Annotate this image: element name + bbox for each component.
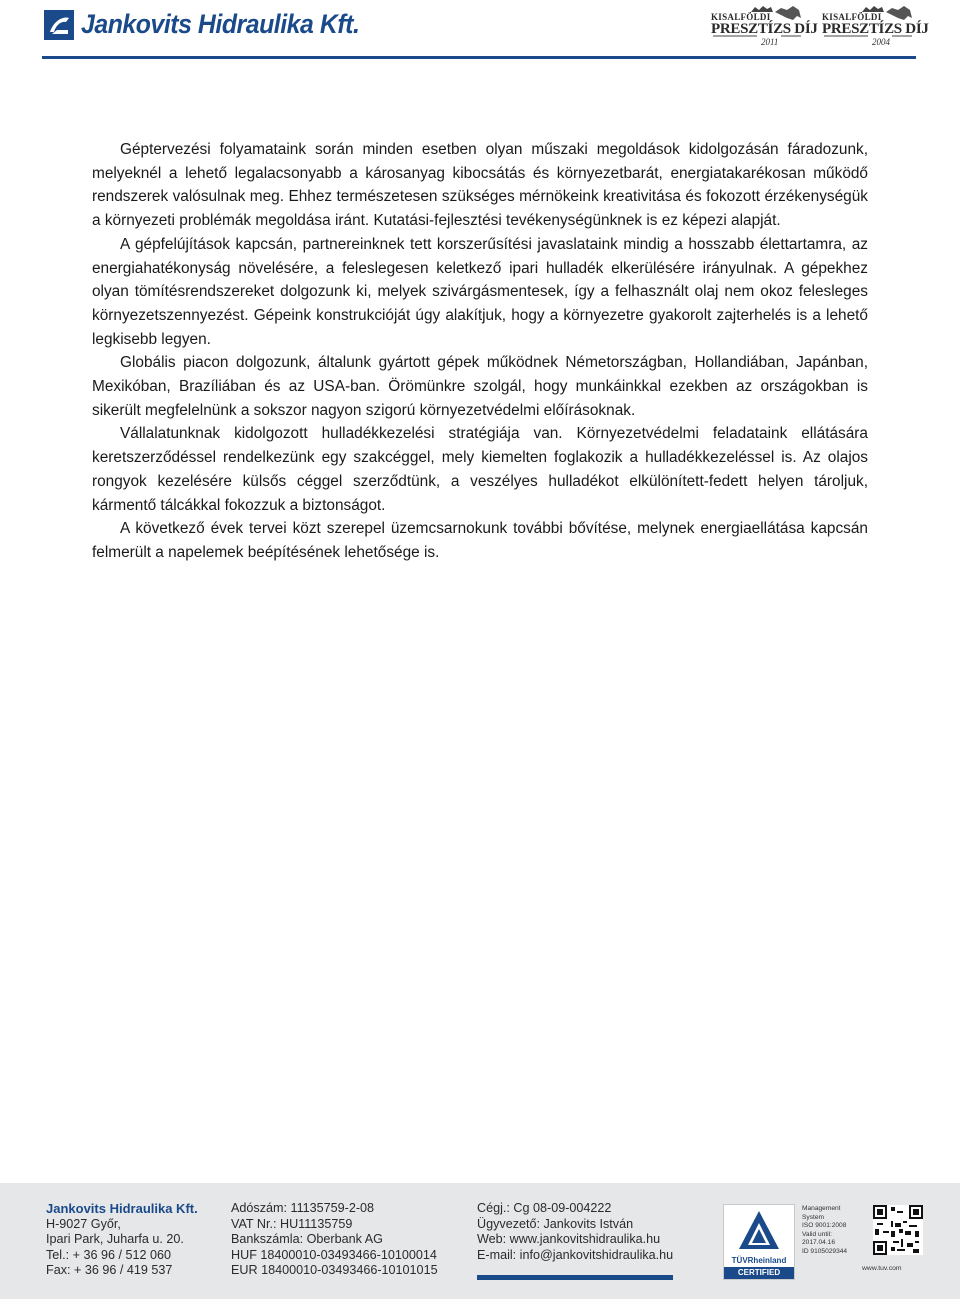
footer-company-address: [46, 1201, 198, 1279]
footer-huf-account: HUF 18400010-03493466-10100014: [231, 1247, 437, 1262]
footer-tax-number: Adószám: 11135759-2-08: [231, 1201, 375, 1215]
tuv-triangle-icon: [724, 1205, 794, 1255]
mgmt-line: Valid until:: [802, 1230, 832, 1238]
tuv-brand-text: TÜVRheinland: [731, 1256, 787, 1265]
mgmt-line: ID 9105029344: [802, 1247, 848, 1255]
mgmt-line: ISO 9001:2008: [802, 1222, 847, 1230]
award-title: PRESZTÍZS DÍJ: [822, 21, 929, 37]
award-badge-2011: [711, 4, 818, 48]
award-year: 2004: [872, 37, 890, 47]
tuv-certified-label: CERTIFIED: [724, 1267, 794, 1279]
footer-tax-bank: [231, 1201, 438, 1279]
footer-address-line: Ipari Park, Juharfa u. 20.: [46, 1232, 184, 1247]
footer-company-name: Jankovits Hidraulika Kft.: [46, 1201, 198, 1216]
footer-address-line: H-9027 Győr,: [46, 1216, 121, 1231]
footer-fax: Fax: + 36 96 / 419 537: [46, 1263, 173, 1278]
footer-accent-bar: [477, 1275, 673, 1280]
page-header: [0, 0, 960, 62]
body-paragraph: A gépfelújítások kapcsán, partnereinknek tett korszerűsítési javaslataink mindig a hosszabb élettartamra, az energiahatékonyság növelésére, a feleslegesen keletkező ipari hulladék elkerülésére irányulnak. A gépekhez olyan tömítésrendszereket dolgozunk ki, melyek szivárgásmentesek, így a felhasznált olaj nem okoz felesleges környezetszennyezést. Gépeink konstrukcióját úgy alakítjuk, hogy a környezetre gyakorolt zajterhelés is a lehető legkisebb legyen.: [92, 235, 868, 348]
logo-mark-icon: [44, 10, 74, 40]
award-top-text: KISALFÖLDI: [822, 12, 882, 22]
footer-registration: Cégj.: Cg 08-09-004222: [477, 1201, 612, 1215]
body-paragraph: Vállalatunknak kidolgozott hulladékkezelési stratégiája van. Környezetvédelmi feladataink ellátására keretszerződéssel rendelkezünk egy szakcéggel, mely kiemelten foglakozik a hulladékkezeléssel is. Az olajos rongyok kezelésére külsős céggel szerződtünk, a veszélyes hulladékot elkülönített-fedett helyen tároljuk, kármentő tálcákkal fokozzuk a biztonságot.: [92, 425, 868, 514]
footer-eur-account: EUR 18400010-03493466-10101015: [231, 1263, 438, 1278]
qr-code-icon: [873, 1205, 923, 1255]
award-title: PRESZTÍZS DÍJ: [711, 21, 818, 37]
body-paragraph: Globális piacon dolgozunk, általunk gyártott gépek működnek Németországban, Hollandiában, Japánban, Mexikóban, Brazíliában és az USA-ban. Örömünkre szolgál, hogy munkáinkkal ezekben az országokban is sikerült megfelelnünk a sokszor nagyon szigorú környezetvédelmi előírásoknak.: [92, 354, 868, 419]
footer-bank-name: Bankszámla: Oberbank AG: [231, 1232, 383, 1247]
tuv-certification-badge: [723, 1204, 795, 1280]
header-divider: [42, 56, 916, 59]
company-logo-text: Jankovits Hidraulika Kft.: [81, 9, 360, 39]
mgmt-line: Management: [802, 1205, 841, 1212]
mgmt-line: 2017.04.16: [802, 1239, 836, 1247]
footer-phone: Tel.: + 36 96 / 512 060: [46, 1247, 171, 1262]
body-paragraph: Géptervezési folyamataink során minden esetben olyan műszaki megoldások kidolgozásán fáradozunk, melyeknél a lehető legalacsonyabb a károsanyag kibocsátás és környezetbarát, energiatakarékosan működő rendszerek valósulnak meg. Ehhez természetesen szükséges mérnökeink kreativitása és fokozott érzékenységük a környezeti problémák megoldása iránt. Kutatási-fejlesztési tevékenységünknek is ez képezi alapját.: [92, 141, 868, 230]
footer-web[interactable]: Web: www.jankovitshidraulika.hu: [477, 1232, 661, 1247]
award-top-text: KISALFÖLDI: [711, 12, 771, 22]
footer-managing-director: Ügyvezető: Jankovits István: [477, 1216, 634, 1231]
mgmt-line: System: [802, 1213, 824, 1221]
document-body: [92, 138, 868, 565]
award-badge-2004: [822, 4, 929, 48]
management-system-info: [802, 1205, 847, 1257]
page-footer: [0, 1183, 960, 1299]
footer-vat-number: VAT Nr.: HU11135759: [231, 1216, 353, 1231]
body-paragraph: A következő évek tervei közt szerepel üzemcsarnokunk további bővítése, melynek energiaellátása kapcsán felmerült a napelemek beépítésének lehetősége is.: [92, 520, 868, 561]
tuv-url: www.tuv.com: [862, 1265, 902, 1272]
award-year: 2011: [761, 37, 779, 47]
footer-registration-contact: [477, 1201, 673, 1263]
footer-email[interactable]: E-mail: info@jankovitshidraulika.hu: [477, 1247, 674, 1262]
company-logo: [44, 9, 384, 40]
